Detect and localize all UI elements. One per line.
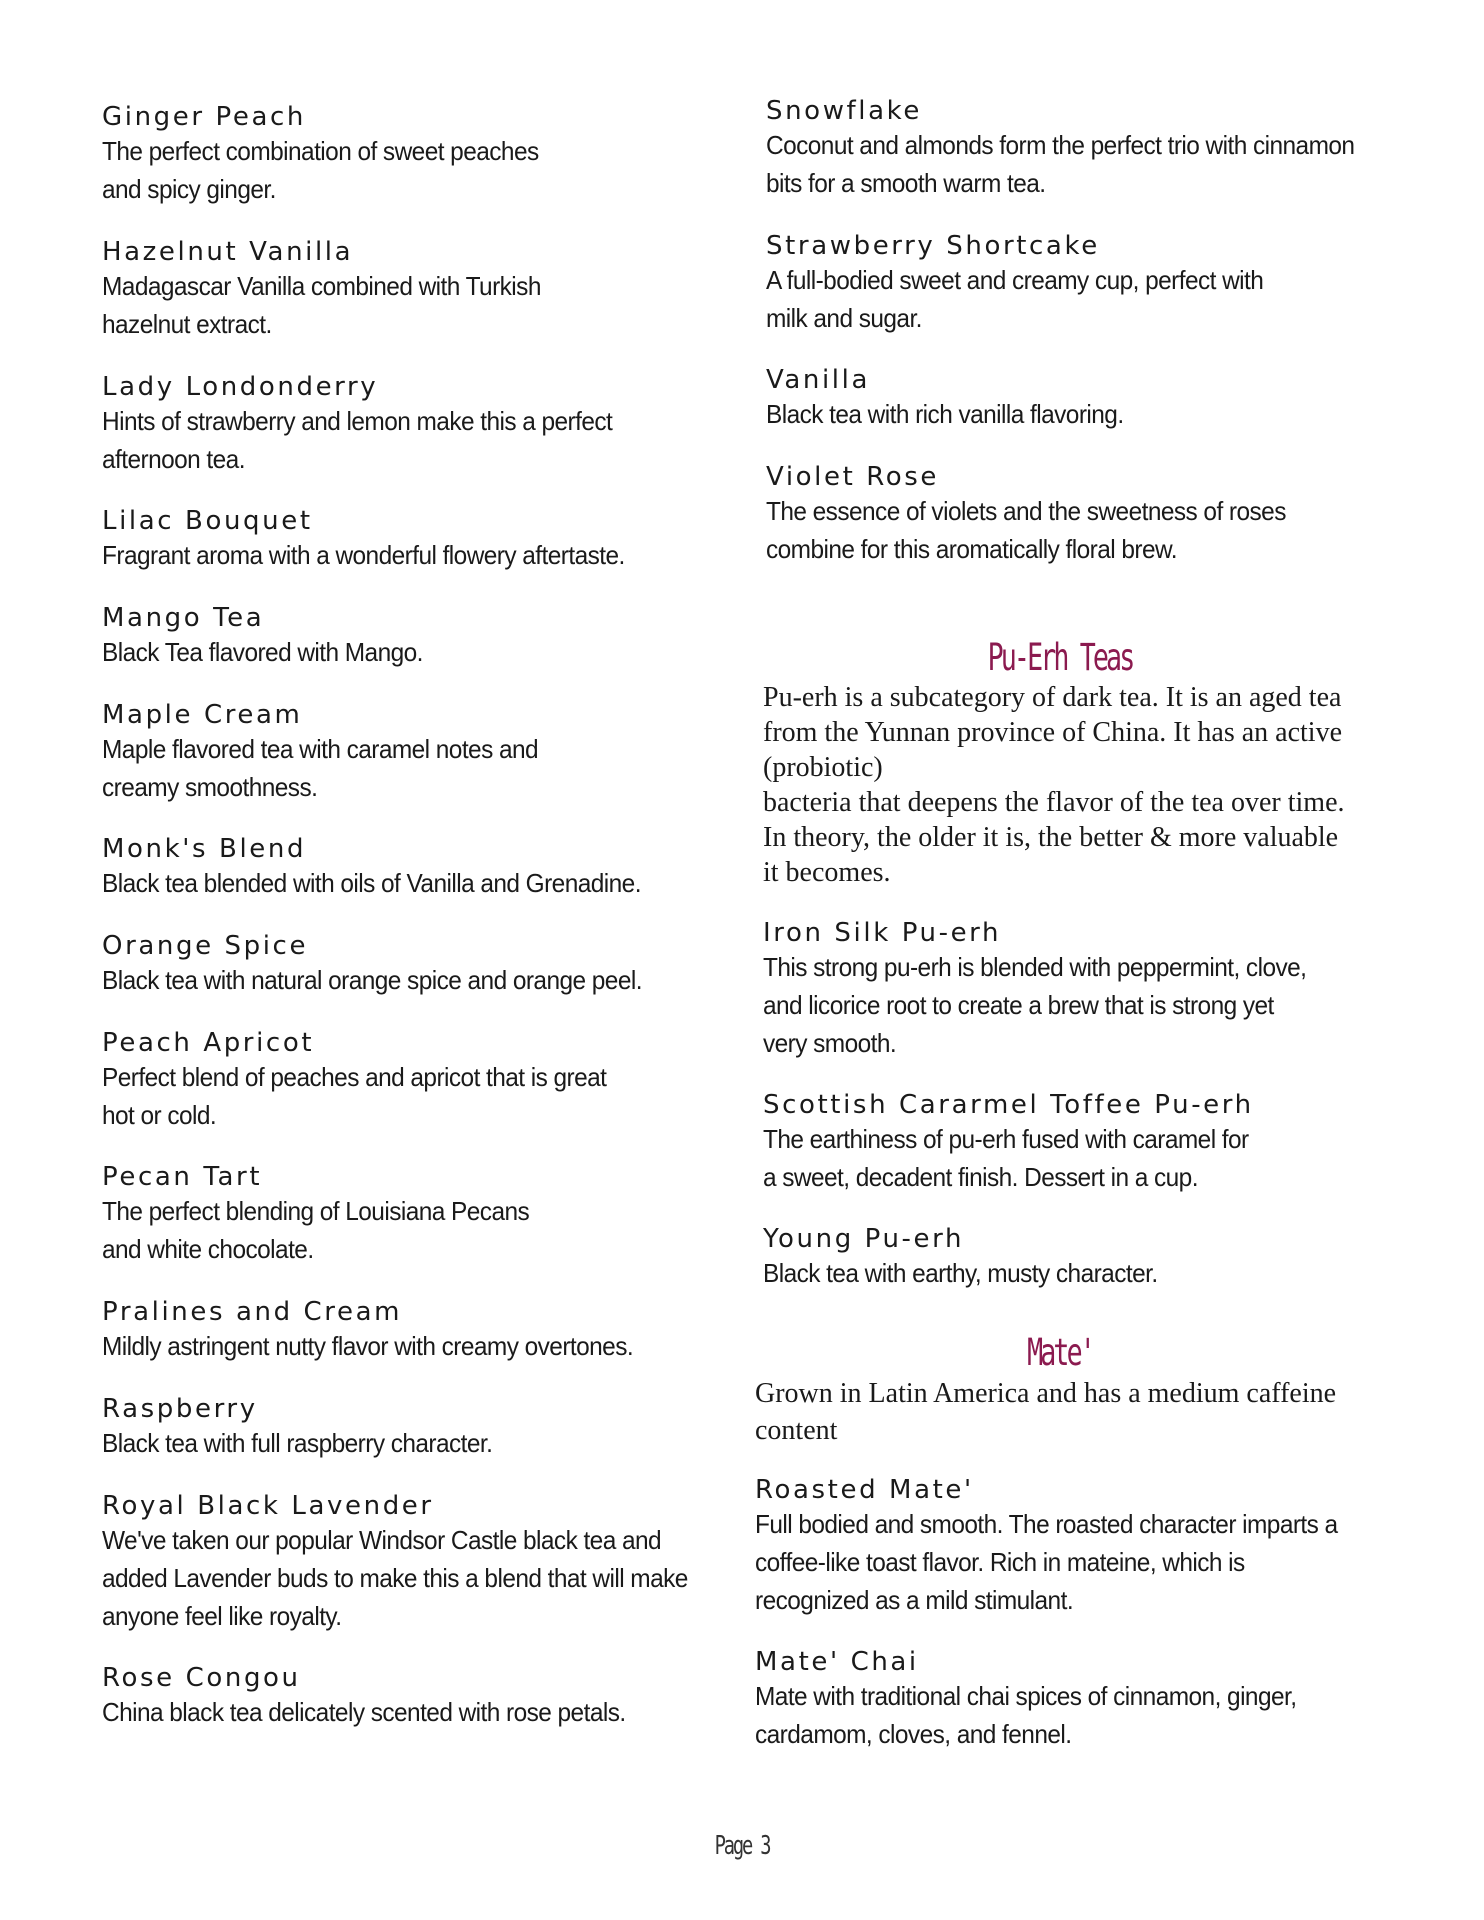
tea-description: Black tea with earthy, musty character. [763, 1258, 1158, 1288]
tea-name: Pecan Tart [102, 1162, 263, 1192]
tea-description: Black tea blended with oils of Vanilla and Grenadine. [102, 868, 641, 898]
tea-item-vanilla [766, 365, 1406, 433]
tea-item-young-puerh [763, 1224, 1403, 1292]
tea-item-snowflake [766, 96, 1406, 202]
section-title-puerh: Pu-Erh Teas [987, 636, 1133, 679]
tea-name: Royal Black Lavender [102, 1491, 434, 1521]
tea-name: Roasted Mate' [755, 1475, 974, 1505]
tea-description: Black Tea flavored with Mango. [102, 637, 423, 667]
tea-description: Perfect blend of peaches and apricot that is great hot or cold. [102, 1062, 607, 1130]
tea-item-hazelnut-vanilla [102, 237, 742, 343]
tea-item-lady-londonderry [102, 372, 742, 478]
tea-item-raspberry [102, 1394, 742, 1462]
tea-name: Mango Tea [102, 603, 265, 633]
tea-item-mango-tea [102, 603, 742, 671]
page-number: Page 3 [714, 1831, 770, 1861]
tea-item-strawberry-shortcake [766, 231, 1406, 337]
tea-name: Snowflake [766, 96, 922, 126]
tea-description: Mildly astringent nutty flavor with creamy overtones. [102, 1331, 634, 1361]
tea-name: Violet Rose [766, 462, 939, 492]
tea-name: Hazelnut Vanilla [102, 237, 354, 267]
tea-name: Iron Silk Pu-erh [763, 918, 1002, 948]
tea-item-ginger-peach [102, 102, 742, 208]
tea-description: Madagascar Vanilla combined with Turkish hazelnut extract. [102, 271, 541, 339]
tea-item-iron-silk-puerh [763, 918, 1403, 1062]
tea-name: Scottish Cararmel Toffee Pu-erh [763, 1090, 1254, 1120]
tea-description: Coconut and almonds form the perfect trio with cinnamon bits for a smooth warm tea. [766, 130, 1355, 198]
tea-item-lilac-bouquet [102, 506, 742, 574]
tea-description: Full bodied and smooth. The roasted character imparts a coffee-like toast flavor. Rich in mateine, which is recognized as a mild stimulant. [755, 1509, 1338, 1615]
tea-item-peach-apricot [102, 1028, 742, 1134]
tea-description: The perfect combination of sweet peaches and spicy ginger. [102, 136, 539, 204]
mate-intro: Grown in Latin America and has a medium caffeine content [755, 1378, 1337, 1446]
tea-item-pralines-and-cream [102, 1297, 742, 1365]
tea-description: This strong pu-erh is blended with peppermint, clove, and licorice root to create a brew that is strong yet very smooth. [763, 952, 1307, 1058]
tea-name: Monk's Blend [102, 834, 307, 864]
tea-description: China black tea delicately scented with rose petals. [102, 1697, 626, 1727]
tea-name: Orange Spice [102, 931, 309, 961]
tea-description: Black tea with natural orange spice and orange peel. [102, 965, 642, 995]
section-title-mate: Mate' [1027, 1331, 1093, 1374]
tea-description: The earthiness of pu-erh fused with caramel for a sweet, decadent finish. Dessert in a cup. [763, 1124, 1249, 1192]
tea-name: Raspberry [102, 1394, 258, 1424]
tea-item-royal-black-lavender [102, 1491, 742, 1635]
tea-description: Mate with traditional chai spices of cinnamon, ginger, cardamom, cloves, and fennel. [755, 1681, 1297, 1749]
tea-item-mate-chai [755, 1647, 1395, 1753]
tea-description: Fragrant aroma with a wonderful flowery aftertaste. [102, 540, 625, 570]
tea-name: Peach Apricot [102, 1028, 315, 1058]
tea-name: Pralines and Cream [102, 1297, 403, 1327]
puerh-intro: Pu-erh is a subcategory of dark tea. It is an aged tea from the Yunnan province of China. It has an active (probiotic) bacteria that deepens the flavor of the tea over time. In theory, the older it is, the better & more valuable it becomes. [763, 682, 1345, 888]
tea-item-scottish-caramel-toffee-puerh [763, 1090, 1403, 1196]
tea-description: Black tea with full raspberry character. [102, 1428, 493, 1458]
tea-item-monks-blend [102, 834, 742, 902]
tea-item-rose-congou [102, 1663, 742, 1731]
tea-description: Black tea with rich vanilla flavoring. [766, 399, 1124, 429]
tea-description: We've taken our popular Windsor Castle black tea and added Lavender buds to make this a blend that will make anyone feel like royalty. [102, 1525, 688, 1631]
tea-description: A full-bodied sweet and creamy cup, perfect with milk and sugar. [766, 265, 1264, 333]
tea-name: Maple Cream [102, 700, 303, 730]
tea-name: Young Pu-erh [763, 1224, 965, 1254]
tea-name: Mate' Chai [755, 1647, 919, 1677]
tea-description: The perfect blending of Louisiana Pecans and white chocolate. [102, 1196, 530, 1264]
tea-item-violet-rose [766, 462, 1406, 568]
tea-item-pecan-tart [102, 1162, 742, 1268]
tea-name: Rose Congou [102, 1663, 301, 1693]
tea-description: The essence of violets and the sweetness of roses combine for this aromatically floral brew. [766, 496, 1286, 564]
tea-name: Ginger Peach [102, 102, 306, 132]
tea-description: Maple flavored tea with caramel notes and creamy smoothness. [102, 734, 539, 802]
tea-name: Lady Londonderry [102, 372, 379, 402]
tea-item-maple-cream [102, 700, 742, 806]
tea-name: Vanilla [766, 365, 870, 395]
tea-description: Hints of strawberry and lemon make this a perfect afternoon tea. [102, 406, 613, 474]
tea-name: Lilac Bouquet [102, 506, 313, 536]
tea-name: Strawberry Shortcake [766, 231, 1100, 261]
tea-item-orange-spice [102, 931, 742, 999]
tea-item-roasted-mate [755, 1475, 1395, 1619]
